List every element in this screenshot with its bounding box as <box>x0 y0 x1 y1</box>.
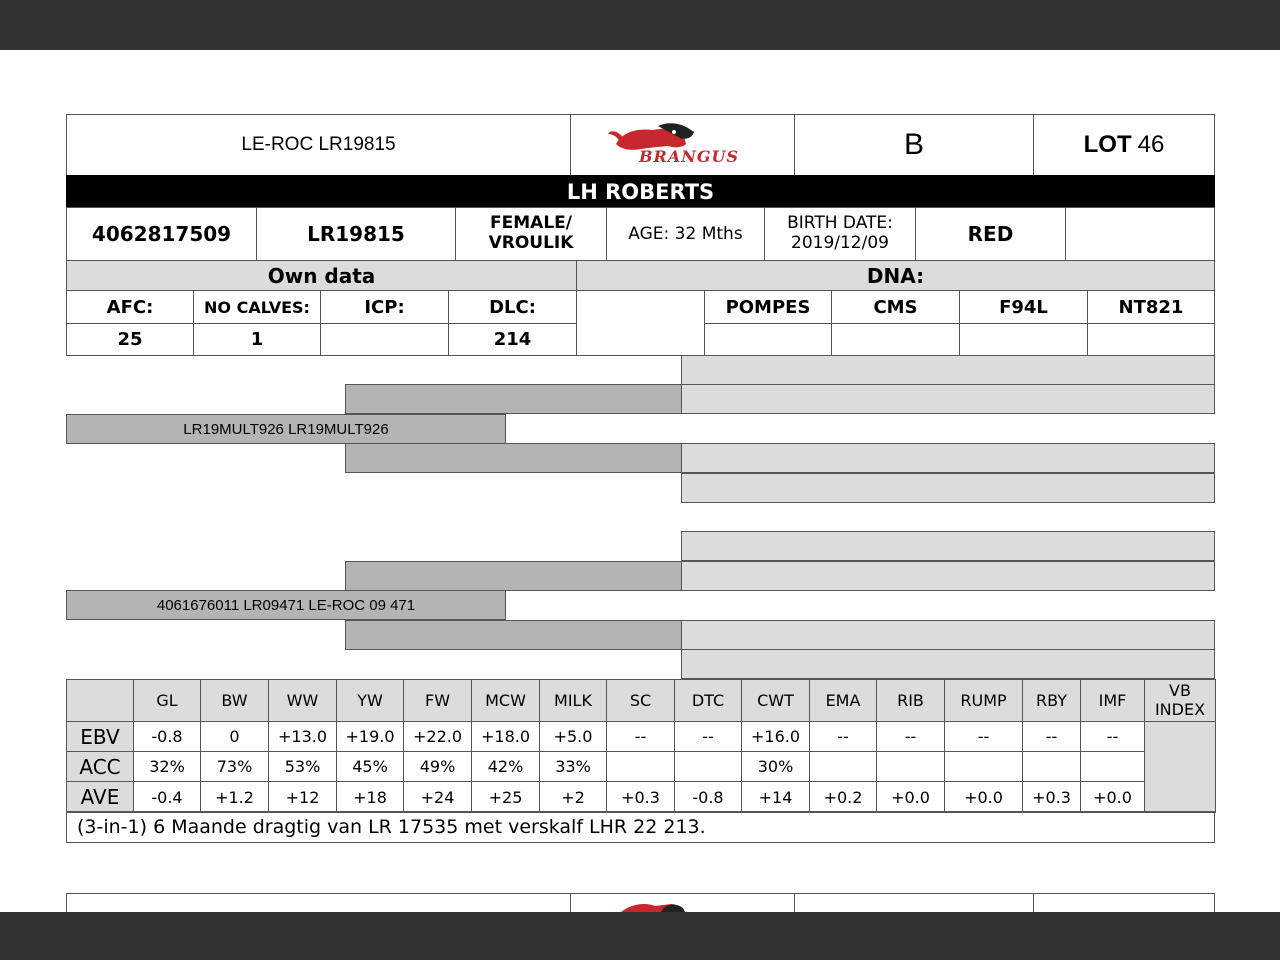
sex <box>455 207 607 261</box>
next-sheet-grade-cell <box>794 893 1034 912</box>
dna-nt821-label: NT821 <box>1087 290 1215 324</box>
animal-name: LE-ROC LR19815 <box>66 114 571 176</box>
brand-logo <box>570 114 795 176</box>
dna-cms-value <box>831 323 960 356</box>
icp-value <box>320 323 449 356</box>
ebv-cell: +0.3 <box>1022 781 1081 813</box>
ebv-cell: 45% <box>336 751 404 782</box>
pedigree-dam-dam-sire <box>681 620 1215 650</box>
pedigree-dam-sire <box>345 561 682 591</box>
ebv-cell: -- <box>1080 721 1145 752</box>
ebv-row-label: ACC <box>66 751 134 782</box>
afc-label: AFC: <box>66 290 194 324</box>
own-data-title: Own data <box>66 260 577 291</box>
ebv-cell: +12 <box>268 781 337 813</box>
ebv-cell: 73% <box>200 751 269 782</box>
dna-title: DNA: <box>576 260 1215 291</box>
birth-label: BIRTH DATE: <box>787 213 893 234</box>
ebv-col-header: IMF <box>1080 679 1145 722</box>
dlc-label: DLC: <box>448 290 577 324</box>
ebv-cell: +18 <box>336 781 404 813</box>
ebv-col-header: SC <box>606 679 675 722</box>
pedigree-sire-sire <box>345 384 682 414</box>
sex-line2: VROULIK <box>488 233 574 253</box>
breeder-name: LH ROBERTS <box>66 175 1215 208</box>
ebv-cell: +0.2 <box>809 781 877 813</box>
ebv-col-header: BW <box>200 679 269 722</box>
ebv-cell <box>1080 751 1145 782</box>
ebv-row-label: EBV <box>66 721 134 752</box>
ebv-cell: 49% <box>403 751 472 782</box>
colour: RED <box>915 207 1066 261</box>
ebv-index-label-line1: VB <box>1169 681 1191 701</box>
ebv-cell: +0.0 <box>876 781 945 813</box>
dna-nt821-value <box>1087 323 1215 356</box>
pedigree-dam-dam <box>345 620 682 650</box>
ebv-cell: -0.4 <box>133 781 201 813</box>
ebv-index-header <box>1144 679 1216 722</box>
ebv-cell: 0 <box>200 721 269 752</box>
age: AGE: 32 Mths <box>606 207 765 261</box>
ebv-cell: 42% <box>471 751 540 782</box>
ebv-cell: -- <box>809 721 877 752</box>
dna-f94l-label: F94L <box>959 290 1088 324</box>
next-bull-logo-icon <box>611 902 691 912</box>
ebv-cell <box>876 751 945 782</box>
ebv-cell: -- <box>944 721 1023 752</box>
id-number: 4062817509 <box>66 207 257 261</box>
birth-value: 2019/12/09 <box>791 233 889 253</box>
ebv-cell <box>674 751 742 782</box>
ebv-cell: +22.0 <box>403 721 472 752</box>
pedigree-sire-sire-dam <box>681 384 1215 414</box>
lot-number: 46 <box>1137 131 1165 158</box>
ebv-cell <box>1022 751 1081 782</box>
ebv-col-header: MCW <box>471 679 540 722</box>
pedigree-sire-dam-sire <box>681 443 1215 473</box>
viewer-top-bar <box>0 0 1280 50</box>
pedigree-dam-sire-sire <box>681 531 1215 561</box>
ebv-cell: +16.0 <box>741 721 810 752</box>
ebv-index-label-line2: INDEX <box>1154 699 1206 719</box>
icp-label: ICP: <box>320 290 449 324</box>
next-sheet-name-cell <box>66 893 571 912</box>
ebv-cell: +24 <box>403 781 472 813</box>
info-extra <box>1065 207 1215 261</box>
ebv-cell: -0.8 <box>133 721 201 752</box>
ebv-cell: +1.2 <box>200 781 269 813</box>
ebv-cell: -- <box>1022 721 1081 752</box>
logo-text: BRANGUS <box>639 147 740 166</box>
viewer-bottom-bar <box>0 912 1280 960</box>
ebv-cell: +14 <box>741 781 810 813</box>
pedigree-sire-sire-sire <box>681 355 1215 385</box>
no-calves-value: 1 <box>193 323 321 356</box>
ebv-row-label: AVE <box>66 781 134 813</box>
dna-pompes-value <box>704 323 832 356</box>
dna-f94l-value <box>959 323 1088 356</box>
comment-note: (3-in-1) 6 Maande dragtig van LR 17535 met verskalf LHR 22 213. <box>66 811 1215 843</box>
ear-tag: LR19815 <box>256 207 456 261</box>
pedigree-dam: 4061676011 LR09471 LE-ROC 09 471 <box>66 590 506 620</box>
ebv-col-header: GL <box>133 679 201 722</box>
ebv-col-header: DTC <box>674 679 742 722</box>
ebv-cell <box>606 751 675 782</box>
ebv-cell: -0.8 <box>674 781 742 813</box>
pedigree-sire-dam-dam <box>681 473 1215 503</box>
ebv-col-header: YW <box>336 679 404 722</box>
ebv-cell: +0.3 <box>606 781 675 813</box>
ebv-col-header: RBY <box>1022 679 1081 722</box>
ebv-cell: +0.0 <box>1080 781 1145 813</box>
ebv-cell: 53% <box>268 751 337 782</box>
sex-line1: FEMALE/ <box>490 213 572 234</box>
ebv-cell <box>944 751 1023 782</box>
ebv-col-header: CWT <box>741 679 810 722</box>
ebv-cell: +5.0 <box>539 721 607 752</box>
ebv-cell: +2 <box>539 781 607 813</box>
ebv-cell: +19.0 <box>336 721 404 752</box>
ebv-col-header: MILK <box>539 679 607 722</box>
ebv-cell: -- <box>606 721 675 752</box>
pedigree-dam-sire-dam <box>681 561 1215 591</box>
lot-label: LOT <box>1083 131 1132 158</box>
ebv-col-header: EMA <box>809 679 877 722</box>
lot-cell <box>1033 114 1215 176</box>
ebv-index-value <box>1144 721 1216 813</box>
ebv-cell: -- <box>674 721 742 752</box>
dna-blank <box>576 290 705 356</box>
afc-value: 25 <box>66 323 194 356</box>
ebv-cell: +25 <box>471 781 540 813</box>
ebv-cell: -- <box>876 721 945 752</box>
no-calves-label: NO CALVES: <box>193 290 321 324</box>
dna-cms-label: CMS <box>831 290 960 324</box>
pedigree-sire: LR19MULT926 LR19MULT926 <box>66 414 506 444</box>
ebv-col-header: RUMP <box>944 679 1023 722</box>
dlc-value: 214 <box>448 323 577 356</box>
ebv-cell: 30% <box>741 751 810 782</box>
next-sheet-lot-cell <box>1033 893 1215 912</box>
ebv-header-corner <box>66 679 134 722</box>
next-sheet-logo-cell <box>570 893 795 912</box>
ebv-cell: +18.0 <box>471 721 540 752</box>
dna-pompes-label: POMPES <box>704 290 832 324</box>
pedigree-sire-dam <box>345 443 682 473</box>
ebv-cell: 33% <box>539 751 607 782</box>
grade: B <box>794 114 1034 176</box>
ebv-cell: 32% <box>133 751 201 782</box>
ebv-col-header: WW <box>268 679 337 722</box>
ebv-col-header: FW <box>403 679 472 722</box>
ebv-cell: +13.0 <box>268 721 337 752</box>
ebv-cell: +0.0 <box>944 781 1023 813</box>
birth-date <box>764 207 916 261</box>
pedigree-dam-dam-dam <box>681 649 1215 679</box>
ebv-cell <box>809 751 877 782</box>
ebv-col-header: RIB <box>876 679 945 722</box>
